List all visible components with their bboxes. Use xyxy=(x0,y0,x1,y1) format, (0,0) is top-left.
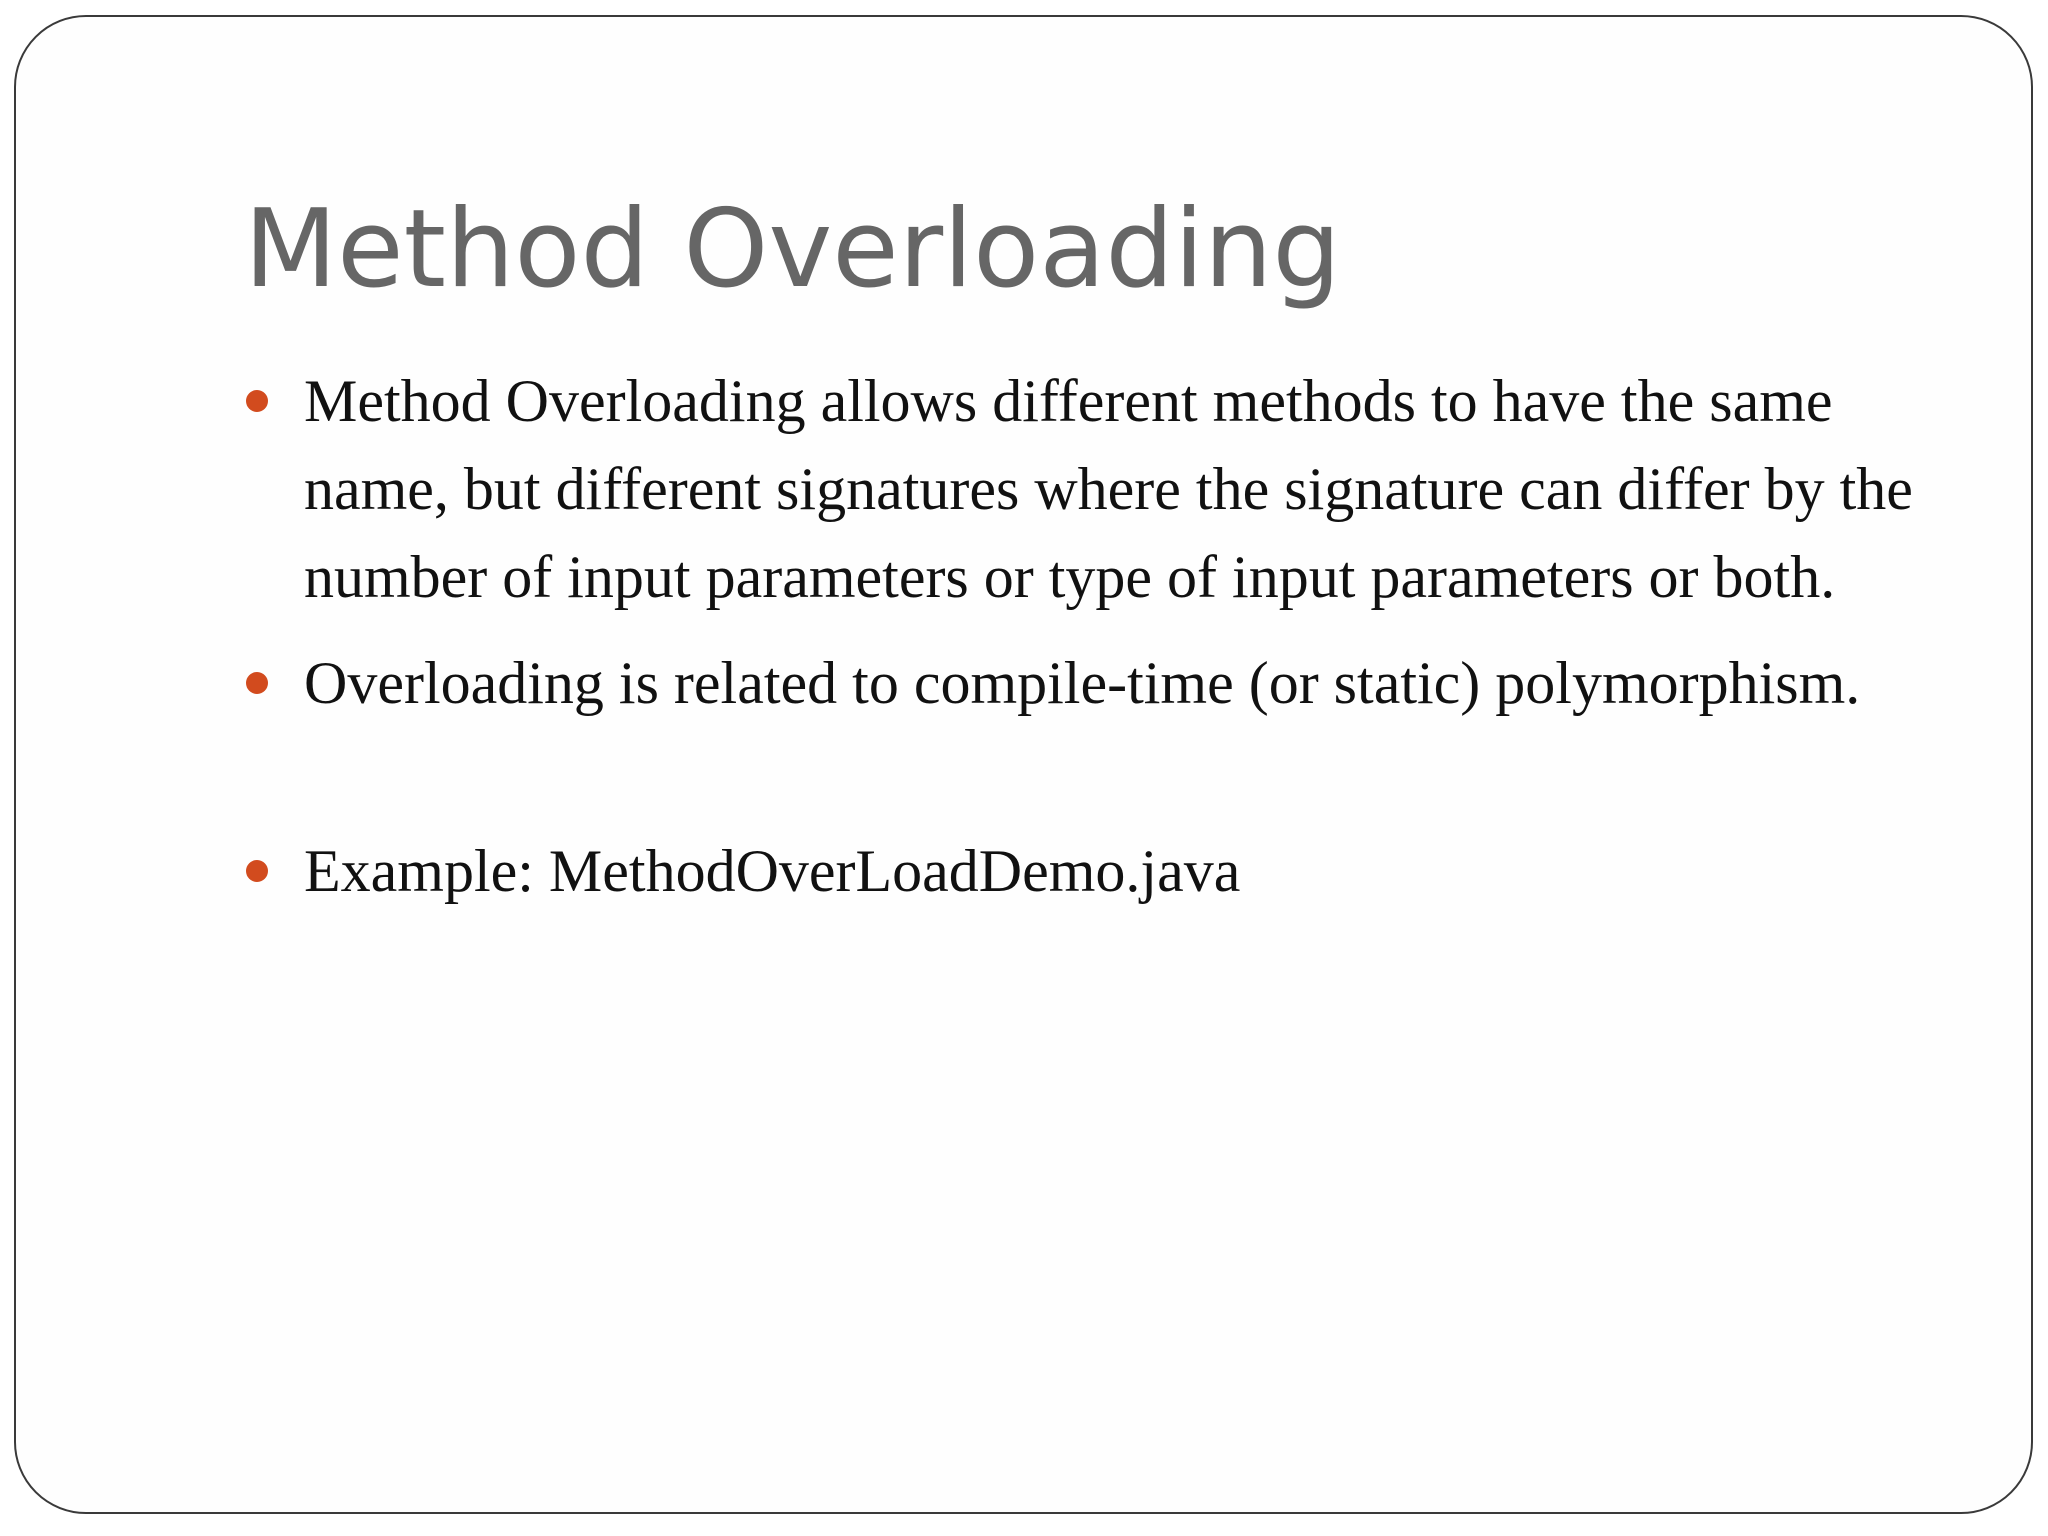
bullet-text: Overloading is related to compile-time (or static) polymorphism. xyxy=(304,650,1861,716)
bullet-dot-icon xyxy=(246,390,268,412)
bullet-item xyxy=(244,639,1964,727)
bullet-list xyxy=(244,357,1964,933)
bullet-dot-icon xyxy=(246,672,268,694)
slide-frame xyxy=(14,15,2033,1514)
bullet-item xyxy=(244,827,1964,915)
bullet-text: Method Overloading allows different methods to have the same name, but different signatures where the signature can differ by the number of input parameters or type of input parameters or both. xyxy=(304,368,1913,610)
slide-title: Method Overloading xyxy=(244,187,1341,312)
bullet-text: Example: MethodOverLoadDemo.java xyxy=(304,838,1241,904)
bullet-dot-icon xyxy=(246,860,268,882)
bullet-item xyxy=(244,357,1964,621)
